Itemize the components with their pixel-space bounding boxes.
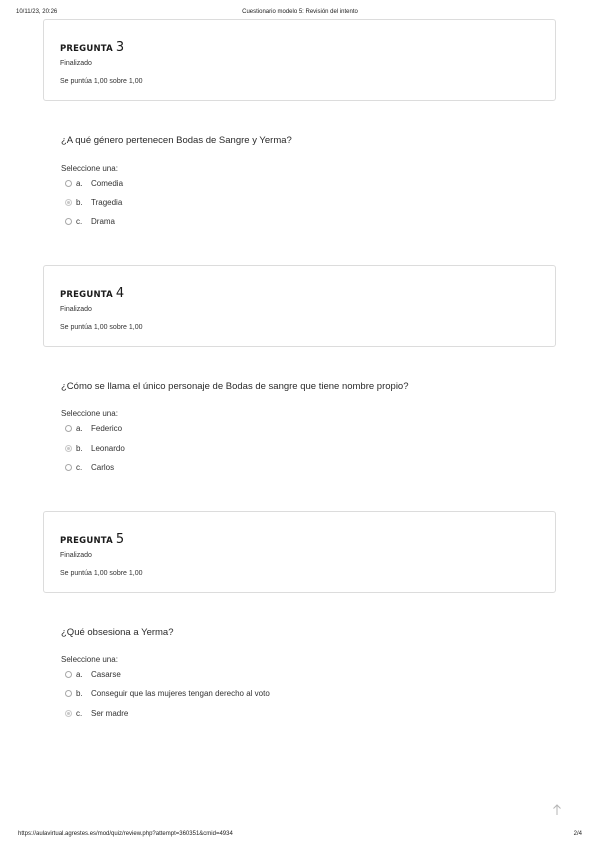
option-letter: c. [76, 217, 83, 226]
question-label: PREGUNTA [60, 290, 113, 300]
print-url: https://aulavirtual.agrestes.es/mod/quiz/review.php?attempt=360351&cmid=4934 [18, 831, 233, 837]
question-text: ¿Cómo se llama el único personaje de Bodas de sangre que tiene nombre propio? [61, 381, 409, 392]
question-state: Finalizado [60, 60, 92, 67]
question-label: PREGUNTA [60, 44, 113, 54]
option-label: Conseguir que las mujeres tengan derecho al voto [91, 689, 270, 698]
select-prompt: Seleccione una: [61, 409, 118, 418]
option-letter: b. [76, 444, 83, 453]
option-label: Ser madre [91, 709, 129, 718]
question-grade: Se puntúa 1,00 sobre 1,00 [60, 570, 143, 577]
option-label: Casarse [91, 670, 121, 679]
arrow-up-icon[interactable] [552, 803, 562, 815]
question-text: ¿Qué obsesiona a Yerma? [61, 627, 174, 638]
radio-button[interactable] [65, 218, 72, 225]
radio-button-selected[interactable] [65, 199, 72, 206]
option-letter: c. [76, 463, 83, 472]
question-info-box [43, 511, 556, 593]
radio-button[interactable] [65, 180, 72, 187]
question-text: ¿A qué género pertenecen Bodas de Sangre y Yerma? [61, 135, 292, 146]
question-label: PREGUNTA [60, 536, 113, 546]
print-page-number: 2/4 [573, 831, 582, 837]
option-letter: c. [76, 709, 83, 718]
question-number: 5 [115, 532, 125, 547]
question-grade: Se puntúa 1,00 sobre 1,00 [60, 78, 143, 85]
radio-button[interactable] [65, 425, 72, 432]
question-heading [60, 36, 124, 55]
option-letter: a. [76, 424, 83, 433]
option-label: Federico [91, 424, 123, 433]
select-prompt: Seleccione una: [61, 164, 118, 173]
question-state: Finalizado [60, 306, 92, 313]
option-label: Comedia [91, 179, 124, 188]
question-info-box [43, 265, 556, 347]
select-prompt: Seleccione una: [61, 655, 118, 664]
print-footer [0, 831, 600, 843]
radio-button[interactable] [65, 690, 72, 697]
question-number: 4 [115, 286, 125, 301]
option-letter: a. [76, 670, 83, 679]
question-state: Finalizado [60, 552, 92, 559]
question-heading [60, 528, 124, 547]
question-grade: Se puntúa 1,00 sobre 1,00 [60, 324, 143, 331]
option-label: Tragedia [91, 198, 123, 207]
option-label: Leonardo [91, 444, 125, 453]
option-label: Carlos [91, 463, 115, 472]
question-number: 3 [115, 40, 125, 55]
option-letter: b. [76, 689, 83, 698]
radio-button-selected[interactable] [65, 445, 72, 452]
option-letter: a. [76, 179, 83, 188]
option-label: Drama [91, 217, 116, 226]
question-info-box [43, 19, 556, 101]
radio-button-selected[interactable] [65, 710, 72, 717]
print-title: Cuestionario modelo 5: Revisión del intento [242, 9, 358, 15]
print-datetime: 10/11/23, 20:26 [16, 9, 58, 15]
question-heading [60, 282, 124, 301]
radio-button[interactable] [65, 671, 72, 678]
option-letter: b. [76, 198, 83, 207]
radio-button[interactable] [65, 464, 72, 471]
